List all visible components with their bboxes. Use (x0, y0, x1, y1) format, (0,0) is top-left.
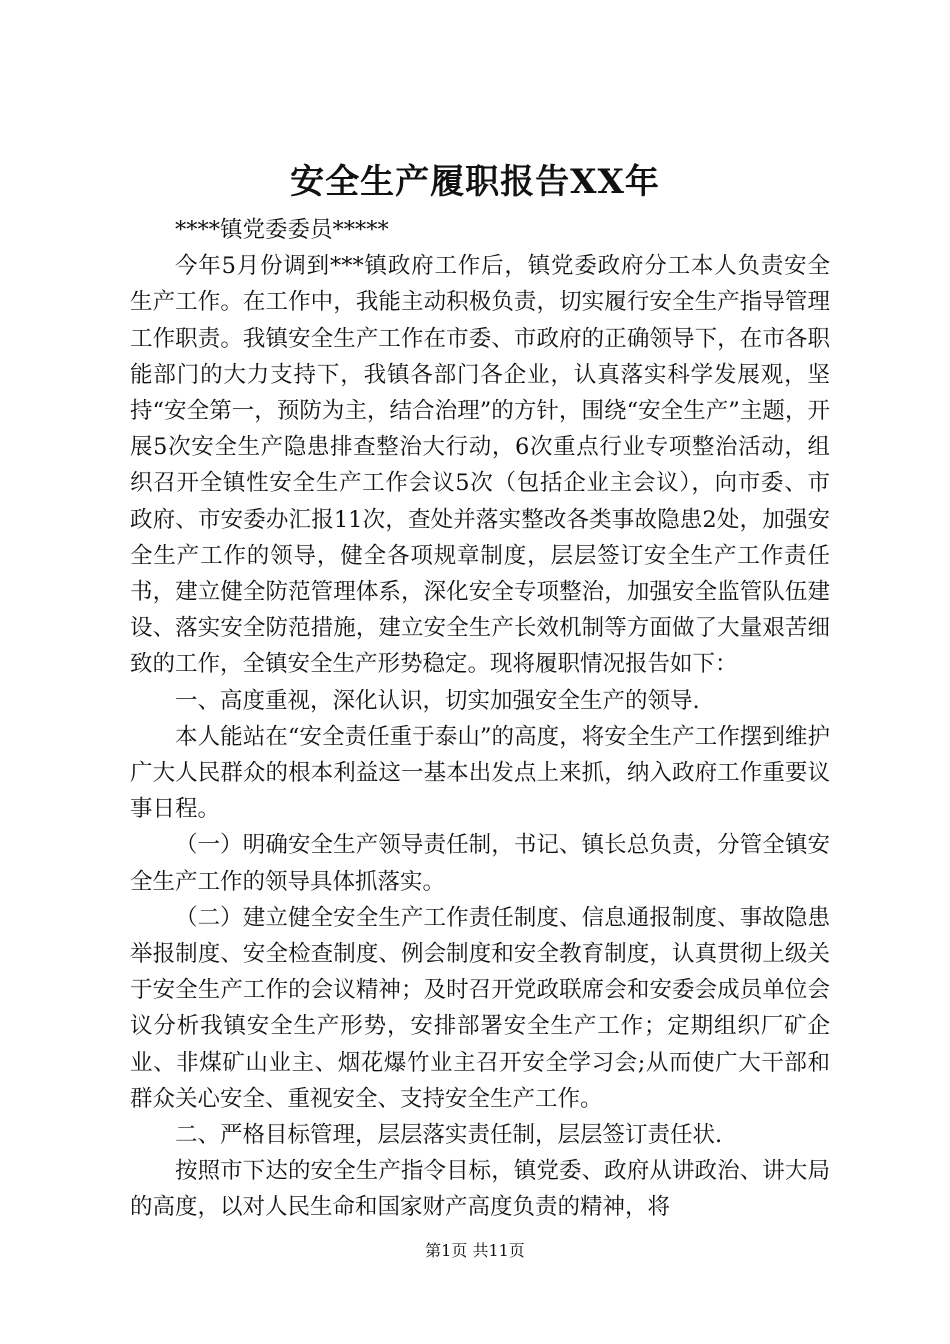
paragraph-section-2: 按照市下达的安全生产指令目标，镇党委、政府从讲政治、讲大局的高度，以对人民生命和国家财产高度负责的精神，将 (130, 1158, 830, 1221)
author-line: ****镇党委委员***** (175, 217, 389, 243)
paragraph-intro: 今年5月份调到***镇政府工作后，镇党委政府分工本人负责安全生产工作。在工作中，我能主动积极负责，切实履行安全生产指导管理工作职责。我镇安全生产工作在市委、市政府的正确领导下，在市各职能部门的大力支持下，我镇各部门各企业，认真落实科学发展观，坚持“安全第一，预防为主，结合治理”的方针，围绕“安全生产”主题，开展5次安全生产隐患排查整治大行动，6次重点行业专项整治活动，组织召开全镇性安全生产工作会议5次（包括企业主会议），向市委、市政府、市安委办汇报11次，查处并落实整改各类事故隐患2处，加强安全生产工作的领导，健全各项规章制度，层层签订安全生产工作责任书，建立健全防范管理体系，深化安全专项整治，加强安全监管队伍建设、落实安全防范措施，建立安全生产长效机制等方面做了大量艰苦细致的工作，全镇安全生产形势稳定。现将履职情况报告如下： (130, 253, 830, 678)
document-title: 安全生产履职报告XX年 (290, 162, 660, 202)
subsection-1: （一）明确安全生产领导责任制，书记、镇长总负责，分管全镇安全生产工作的领导具体抓落实。 (130, 832, 830, 895)
document-body (130, 212, 830, 1226)
paragraph-section-1: 本人能站在“安全责任重于泰山”的高度，将安全生产工作摆到维护广大人民群众的根本利益这一基本出发点上来抓，纳入政府工作重要议事日程。 (130, 723, 830, 823)
page-footer: 第1页 共11页 (425, 1241, 525, 1260)
section-heading-2: 二、严格目标管理，层层落实责任制，层层签订责任状. (175, 1122, 723, 1149)
section-heading-1: 一、高度重视，深化认识，切实加强安全生产的领导. (175, 687, 700, 714)
subsection-2: （二）建立健全安全生产工作责任制度、信息通报制度、事故隐患举报制度、安全检查制度、例会制度和安全教育制度，认真贯彻上级关于安全生产工作的会议精神；及时召开党政联席会和安委会成员单位会议分析我镇安全生产形势，安排部署安全生产工作；定期组织厂矿企业、非煤矿山业主、烟花爆竹业主召开安全学习会;从而使广大干部和群众关心安全、重视安全、支持安全生产工作。 (130, 904, 830, 1112)
